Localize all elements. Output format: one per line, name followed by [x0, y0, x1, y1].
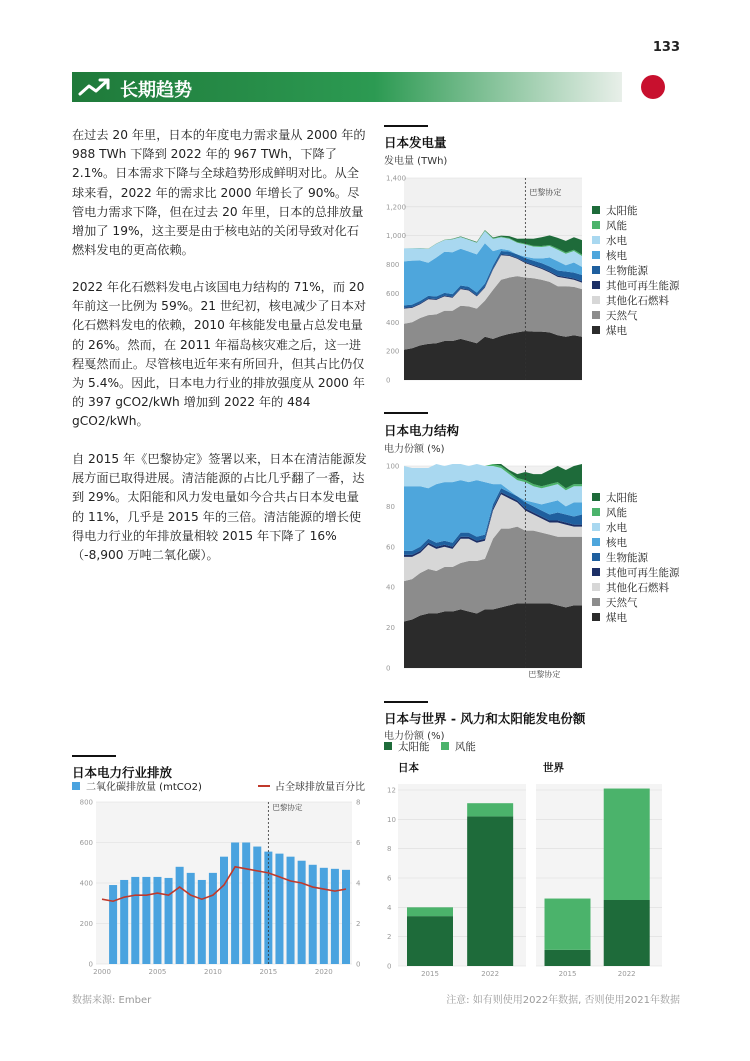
emissions-bar [287, 857, 295, 964]
y-tick-label: 600 [386, 289, 400, 298]
legend-label: 太阳能 [398, 741, 430, 753]
chart-rule [384, 701, 428, 703]
legend-swatch [592, 553, 600, 561]
legend-item-nuclear [592, 249, 680, 264]
y-tick-label: 80 [386, 502, 395, 511]
y-tick-label: 1,000 [386, 232, 407, 241]
x-tick-label: 2015 [259, 968, 278, 976]
legend-item-bio [592, 551, 680, 566]
windsolar-chart-ylabel: 电力份额 (%) [384, 731, 445, 742]
legend-label: 太阳能 [606, 492, 638, 504]
chart-rule [384, 125, 428, 127]
y-left-tick-label: 400 [79, 879, 93, 888]
legend-label: 风能 [606, 220, 627, 232]
y-left-tick-label: 800 [79, 798, 93, 807]
legend-swatch [592, 523, 600, 531]
paris-marker-label: 巴黎协定 [528, 670, 561, 679]
legend-label: 煤电 [606, 612, 627, 624]
y-tick-label: 400 [386, 318, 400, 327]
legend-swatch [592, 221, 600, 229]
wind-bar [467, 803, 513, 816]
y-tick-label: 12 [387, 786, 396, 795]
legend-item-solar [592, 204, 680, 219]
paris-marker-label: 巴黎协定 [272, 803, 303, 812]
emissions-chart-title: 日本电力行业排放 [72, 765, 173, 780]
legend-item-other_renew [592, 279, 680, 294]
legend-swatch [592, 568, 600, 576]
emissions-bar [109, 885, 117, 964]
y-tick-label: 40 [386, 583, 395, 592]
emissions-bar [231, 843, 239, 965]
x-tick-label: 2010 [203, 968, 222, 976]
legend-item-wind [592, 506, 680, 521]
legend-item-other_fossil [592, 294, 680, 309]
y-tick-label: 60 [386, 543, 395, 552]
y-right-tick-label: 4 [356, 879, 361, 888]
legend-swatch [592, 598, 600, 606]
structure-legend [592, 491, 680, 626]
panel-title-world: 世界 [543, 762, 564, 774]
legend-label: 生物能源 [606, 552, 648, 564]
y-tick-label: 10 [387, 815, 396, 824]
japan-flag-icon [625, 72, 681, 102]
y-right-tick-label: 8 [356, 798, 361, 807]
y-tick-label: 0 [386, 664, 391, 673]
legend-swatch [592, 236, 600, 244]
legend-item-solar [592, 491, 680, 506]
y-tick-label: 8 [387, 845, 392, 854]
footer-source: 数据来源: Ember [72, 995, 152, 1006]
wind-bar [407, 907, 453, 916]
legend-item-coal [592, 324, 680, 339]
paragraph-fossil: 2022 年化石燃料发电占该国电力结构的 71%，而 20 年前这一比例为 59%。21 世纪初，核电减少了日本对化石燃料发电的依赖，2010 年核能发电量占总发电量的 26%。然而，在 2011 年福岛核灾难之后，这一进程戛然而止。尽管核电近年来有所回升，但其占比仍仅为 5.4%。因此，日本电力行业的排放强度从 2000 年的 397 gCO2/kWh 增加到 2022 年的 484 gCO2/kWh。 [72, 280, 367, 429]
y-right-tick-label: 2 [356, 920, 361, 928]
legend-item-nuclear [592, 536, 680, 551]
legend-swatch [592, 311, 600, 319]
emissions-bar [309, 865, 317, 964]
legend-swatch [592, 296, 600, 304]
solar-bar [407, 916, 453, 966]
y-tick-label: 2 [387, 933, 392, 942]
emissions-bar [142, 877, 150, 964]
legend-label: 水电 [606, 235, 627, 247]
legend-swatch [592, 326, 600, 334]
y-tick-label: 0 [386, 376, 391, 385]
legend-swatch [592, 538, 600, 546]
y-tick-label: 1,200 [386, 203, 407, 212]
paragraph-demand: 在过去 20 年里，日本的年度电力需求量从 2000 年的 988 TWh 下降到 2022 年的 967 TWh，下降了 2.1%。日本需求下降与全球趋势形成鲜明对比。从全球来看，2022 年的需求比 2000 年增长了 90%。尽管电力需求下降，但在过去 20 年里，日本的总排放量增加了 19%，这主要是由于核电站的关闭导致对化石燃料发电的更高依赖。 [72, 128, 366, 258]
legend-item-hydro [592, 521, 680, 536]
emissions-line-legend [258, 780, 365, 795]
legend-label: 占全球排放量百分比 [275, 782, 365, 793]
emissions-bar [275, 854, 283, 964]
x-tick-label: 2022 [481, 970, 500, 978]
x-tick-label: 2022 [617, 970, 636, 978]
emissions-bar-legend [72, 780, 202, 795]
chart-rule [384, 412, 428, 414]
legend-label: 水电 [606, 522, 627, 534]
x-tick-label: 2015 [558, 970, 577, 978]
y-tick-label: 800 [386, 261, 400, 270]
emissions-bar [242, 843, 250, 965]
emissions-bar [120, 880, 128, 964]
emissions-bar-line-chart [72, 796, 368, 982]
solar-bar [545, 950, 591, 966]
emissions-bar [198, 880, 206, 964]
panel-title-japan: 日本 [398, 762, 419, 774]
legend-item-gas [592, 309, 680, 324]
legend-swatch [72, 782, 80, 790]
emissions-bar [220, 857, 228, 964]
wind-bar [545, 899, 591, 950]
x-tick-label: 2005 [148, 968, 167, 976]
legend-swatch [592, 493, 600, 501]
emissions-bar [331, 869, 339, 964]
emissions-bar [153, 877, 161, 964]
legend-item-bio [592, 264, 680, 279]
emissions-bar [176, 867, 184, 964]
legend-label: 其他化石燃料 [606, 295, 669, 307]
legend-line-swatch [258, 785, 270, 787]
y-left-tick-label: 0 [88, 960, 93, 969]
legend-item-other_fossil [592, 581, 680, 596]
legend-swatch [592, 251, 600, 259]
legend-label: 风能 [606, 507, 627, 519]
legend-swatch [592, 266, 600, 274]
x-tick-label: 2000 [93, 968, 111, 976]
emissions-bar [209, 873, 217, 964]
y-left-tick-label: 200 [79, 920, 93, 928]
trend-up-icon [78, 76, 112, 98]
y-tick-label: 6 [387, 874, 392, 883]
footer-note: 注意: 如有则使用2022年数据, 否则使用2021年数据 [446, 995, 680, 1006]
x-tick-label: 2015 [421, 970, 439, 978]
legend-item-wind [592, 219, 680, 234]
legend-label: 核电 [606, 537, 627, 549]
paragraph-paris: 自 2015 年《巴黎协定》签署以来，日本在清洁能源发展方面已取得进展。清洁能源的占比几乎翻了一番，达到 29%。太阳能和风力发电量如今合共占日本发电量的 11%，几乎是 2015 年的三倍。清洁能源的增长使得电力行业的年排放量相较 2015 年下降了 16%（-8,900 万吨二氧化碳）。 [72, 452, 367, 563]
legend-label: 其他化石燃料 [606, 582, 669, 594]
x-tick-label: 2020 [314, 968, 333, 976]
legend-item-coal [592, 611, 680, 626]
emissions-bar [253, 847, 261, 964]
structure-chart-ylabel: 电力份额 (%) [384, 444, 445, 455]
y-tick-label: 0 [387, 962, 392, 971]
solar-bar [467, 816, 513, 966]
y-tick-label: 1,400 [386, 174, 407, 183]
legend-swatch [441, 742, 449, 750]
legend-swatch [592, 281, 600, 289]
legend-item-gas [592, 596, 680, 611]
legend-label: 生物能源 [606, 265, 648, 277]
legend-swatch [592, 206, 600, 214]
legend-label: 其他可再生能源 [606, 567, 680, 579]
y-tick-label: 200 [386, 347, 400, 356]
generation-chart-title: 日本发电量 [384, 135, 447, 150]
y-tick-label: 4 [387, 903, 392, 912]
y-right-tick-label: 6 [356, 839, 361, 847]
legend-label: 风能 [454, 741, 476, 753]
windsolar-chart-title: 日本与世界 - 风力和太阳能发电份额 [384, 711, 586, 726]
legend-label: 煤电 [606, 325, 627, 337]
y-tick-label: 100 [386, 462, 400, 471]
legend-swatch [592, 613, 600, 621]
legend-label: 二氧化碳排放量 (mtCO2) [86, 782, 202, 793]
emissions-bar [165, 878, 173, 964]
legend-label: 核电 [606, 250, 627, 262]
y-right-tick-label: 0 [356, 960, 361, 969]
emissions-bar [342, 870, 350, 964]
page-number: 133 [652, 40, 680, 55]
paris-marker-label: 巴黎协定 [529, 188, 562, 197]
legend-swatch [592, 583, 600, 591]
windsolar-legend [384, 740, 476, 755]
wind-bar [604, 789, 650, 900]
windsolar-bar-chart [384, 776, 680, 982]
legend-label: 天然气 [606, 310, 638, 322]
emissions-bar [320, 868, 328, 964]
y-left-tick-label: 600 [79, 839, 93, 847]
legend-label: 太阳能 [606, 205, 638, 217]
emissions-bar [187, 873, 195, 964]
emissions-bar [298, 861, 306, 964]
legend-item-hydro [592, 234, 680, 249]
legend-item-other_renew [592, 566, 680, 581]
generation-legend [592, 204, 680, 339]
emissions-bar [131, 877, 139, 964]
legend-label: 其他可再生能源 [606, 280, 680, 292]
y-tick-label: 20 [386, 624, 395, 633]
structure-chart-title: 日本电力结构 [384, 423, 460, 438]
legend-swatch [592, 508, 600, 516]
legend-swatch [384, 742, 392, 750]
generation-chart-ylabel: 发电量 (TWh) [384, 156, 448, 167]
section-title: 长期趋势 [120, 80, 192, 101]
legend-label: 天然气 [606, 597, 638, 609]
solar-bar [604, 900, 650, 966]
chart-rule [72, 755, 116, 757]
